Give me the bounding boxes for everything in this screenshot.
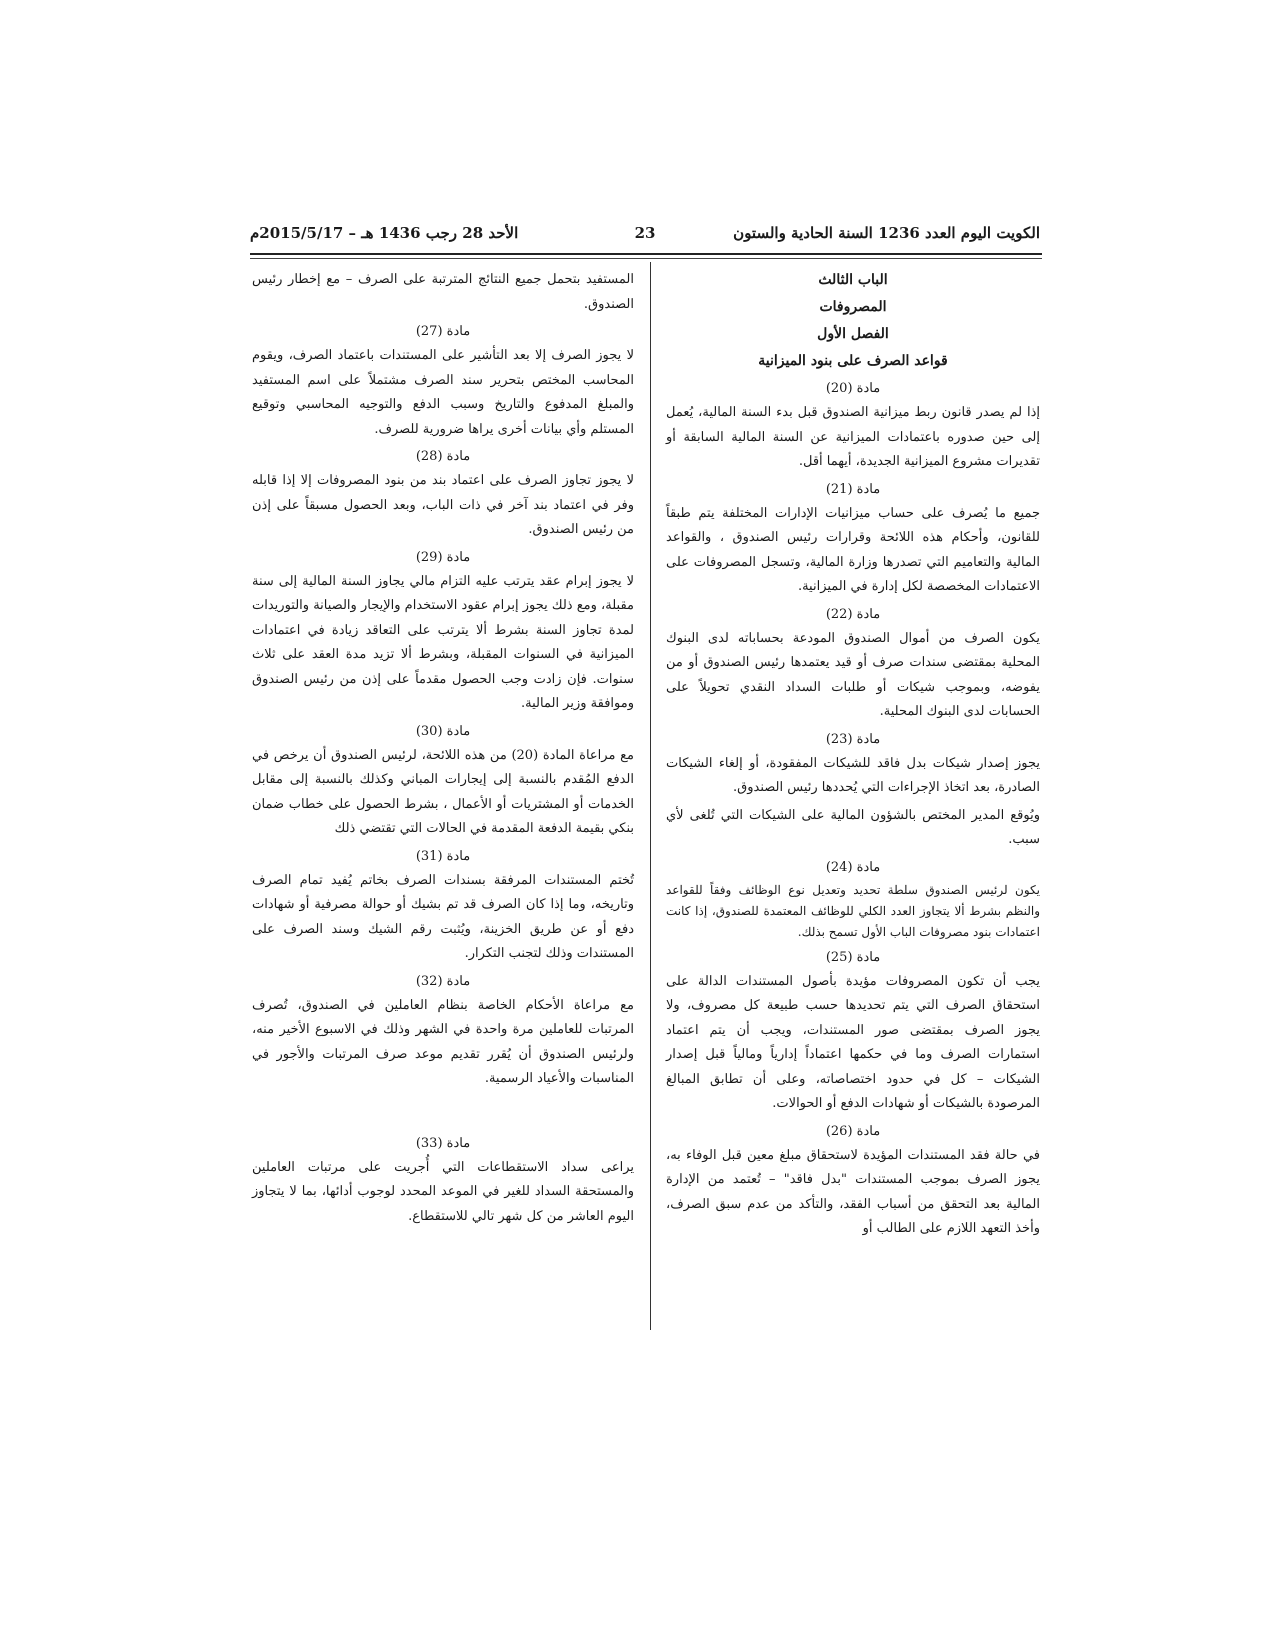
- article-29-text: لا يجوز إبرام عقد يترتب عليه التزام مالي يجاوز السنة المالية إلى سنة مقبلة، ومع ذلك يجوز إبرام عقود الاستخدام والإيجار والصيانة والتوريدات لمدة تجاوز السنة بشرط ألا يترتب على التعاقد زيادة في اعتمادات الميزانية في السنوات المقبلة، وبشرط ألا تزيد مدة العقد على ثلاث سنوات. فإن زادت وجب الحصول مقدماً على إذن من رئيس الصندوق وموافقة وزير المالية.: [252, 573, 634, 711]
- article-29-heading: مادة (29): [415, 549, 471, 565]
- subsection-heading: قواعد الصرف على بنود الميزانية: [758, 353, 948, 369]
- article-21-heading: مادة (21): [825, 481, 881, 497]
- article-25-heading: مادة (25): [825, 949, 881, 965]
- article-26-heading: مادة (26): [825, 1123, 881, 1139]
- article-30-text: مع مراعاة المادة (20) من هذه اللائحة، لرئيس الصندوق أن يرخص في الدفع المُقدم بالنسبة إلى إيجارات المباني وكذلك بالنسبة إلى مقابل الخدمات أو المشتريات أو الأعمال ، بشرط الحصول على خطاب ضمان بنكي بقيمة الدفعة المقدمة في الحالات التي تقتضي ذلك: [252, 747, 634, 836]
- article-22-text: يكون الصرف من أموال الصندوق المودعة بحساباته لدى البنوك المحلية بمقتضى سندات صرف أو قيد يعتمدها رئيس الصندوق أو من يفوضه، وبموجب شيكات أو طلبات السداد النقدي تحويلاً على الحسابات لدى البنوك المحلية.: [666, 630, 1040, 719]
- article-23-text-2: ويُوقع المدير المختص بالشؤون المالية على الشيكات التي تُلغى لأي سبب.: [666, 807, 1040, 847]
- article-33-text: يراعى سداد الاستقطاعات التي أُجريت على مرتبات العاملين والمستحقة السداد للغير في الموعد المحدد لوجوب أدائها، بما لا يتجاوز اليوم العاشر من كل شهر تالي للاستقطاع.: [252, 1159, 634, 1224]
- header-rule-thick: [250, 253, 1042, 255]
- page-number: 23: [634, 224, 656, 242]
- article-28-text: لا يجوز تجاوز الصرف على اعتماد بند من بنود المصروفات إلا إذا قابله وفر في اعتماد بند آخر في ذات الباب، وبعد الحصول مسبقاً على إذن من رئيس الصندوق.: [252, 473, 634, 537]
- article-22-heading: مادة (22): [825, 606, 881, 622]
- article-20-heading: مادة (20): [825, 381, 881, 396]
- article-21-text: جميع ما يُصرف على حساب ميزانيات الإدارات المختلفة يتم طبقاً للقانون، وأحكام هذه اللائحة وقرارات رئيس الصندوق ، والقواعد المالية والتعاميم التي تصدرها وزارة المالية، وتسجل المصروفات على الاعتمادات المخصصة لكل إدارة في الميزانية.: [666, 505, 1040, 594]
- article-24-heading: مادة (24): [825, 859, 881, 875]
- article-24-text: يكون لرئيس الصندوق سلطة تحديد وتعديل نوع الوظائف وفقاً للقواعد والنظم بشرط ألا يتجاوز العدد الكلي للوظائف المعتمدة للصندوق، إذا كانت اعتمادات بنود مصروفات الباب الأول تسمح بذلك.: [666, 882, 1040, 939]
- chapter-heading: الباب الثالث: [818, 272, 888, 288]
- issue-date: الأحد 28 رجب 1436 هـ – 2015/5/17م: [250, 224, 519, 242]
- section-heading: الفصل الأول: [817, 326, 889, 342]
- right-column: [666, 268, 1040, 1245]
- article-33-heading: مادة (33): [415, 1135, 471, 1151]
- article-27-heading: مادة (27): [415, 324, 471, 339]
- page-header: [250, 220, 1040, 250]
- article-25-text: يجب أن تكون المصروفات مؤيدة بأصول المستندات الدالة على استحقاق الصرف التي يتم تحديدها حسب طبيعة كل مصروف، ولا يجوز الصرف بمقتضى صور المستندات، ويجب أن يتم اعتماد استمارات الصرف وما في حكمها اعتماداً إدارياً ومالياً قبل إصدار الشيكات – كل في حدود اختصاصاته، وعلى أن تطابق المبالغ المرصودة بالشيكات أو شهادات الدفع أو الحوالات.: [666, 973, 1040, 1111]
- article-31-text: تُختم المستندات المرفقة بسندات الصرف بخاتم يُفيد تمام الصرف وتاريخه، وما إذا كان الصرف قد تم بشيك أو حوالة مصرفية أو شهادات دفع أو عن طريق الخزينة، ويُثبت رقم الشيك وسند الصرف على المستندات وذلك لتجنب التكرار.: [252, 872, 634, 961]
- header-rule-thin: [250, 258, 1042, 259]
- article-28-heading: مادة (28): [415, 449, 471, 464]
- column-divider: [650, 262, 651, 1330]
- gazette-issue-info: الكويت اليوم العدد 1236 السنة الحادية والستون: [733, 224, 1040, 242]
- article-27-text: لا يجوز الصرف إلا بعد التأشير على المستندات باعتماد الصرف، ويقوم المحاسب المختص بتحرير سند الصرف مشتملاً على اسم المستفيد والمبلغ المدفوع والتاريخ وسبب الدفع والتوجيه المحاسبي وتوقيع المستلم وأي بيانات أخرى يراها ضرورية للصرف.: [252, 348, 634, 437]
- left-column: [252, 268, 634, 1232]
- article-32-heading: مادة (32): [415, 973, 471, 989]
- article-32-text: مع مراعاة الأحكام الخاصة بنظام العاملين في الصندوق، تُصرف المرتبات للعاملين مرة واحدة في الشهر وذلك في الاسبوع الأخير منه، ولرئيس الصندوق أن يُقرر تقديم موعد صرف المرتبات والأجور في المناسبات والأعياد الرسمية.: [252, 997, 634, 1086]
- article-23-heading: مادة (23): [825, 731, 881, 747]
- article-23-text-1: يجوز إصدار شيكات بدل فاقد للشيكات المفقودة، أو إلغاء الشيكات الصادرة، بعد اتخاذ الإجراءات التي يُحددها رئيس الصندوق.: [666, 755, 1040, 795]
- article-26-text: في حالة فقد المستندات المؤيدة لاستحقاق مبلغ معين قبل الوفاء به، يجوز الصرف بموجب المستندات "بدل فاقد" – تُعتمد من الإدارة المالية بعد التحقق من أسباب الفقد، والتأكد من عدم سبق الصرف، وأخذ التعهد اللازم على الطالب أو: [666, 1147, 1040, 1236]
- spacer: [252, 1095, 634, 1129]
- article-20-text: إذا لم يصدر قانون ربط ميزانية الصندوق قبل بدء السنة المالية، يُعمل إلى حين صدوره باعتمادات الميزانية عن السنة المالية السابقة أو تقديرات مشروع الميزانية الجديدة، أيهما أقل.: [666, 405, 1040, 469]
- chapter-title: المصروفات: [819, 299, 887, 315]
- article-30-heading: مادة (30): [415, 723, 471, 739]
- continued-text: المستفيد بتحمل جميع النتائج المترتبة على الصرف – مع إخطار رئيس الصندوق.: [252, 272, 634, 312]
- article-31-heading: مادة (31): [415, 848, 471, 864]
